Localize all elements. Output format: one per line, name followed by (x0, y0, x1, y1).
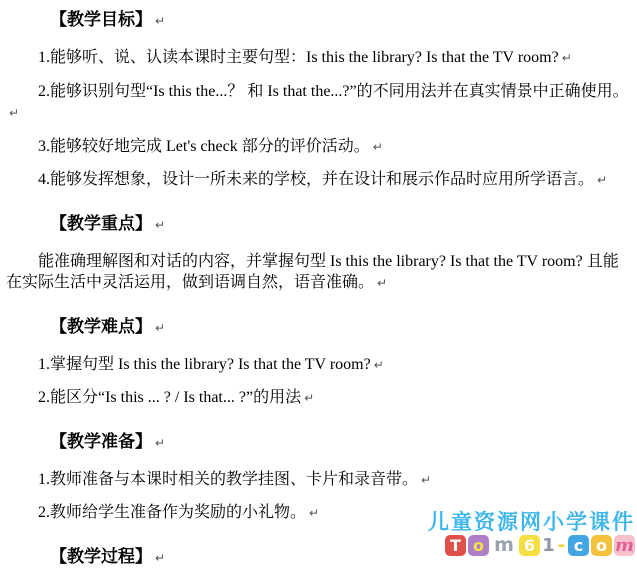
paragraph-text: 1.教师准备与本课时相关的教学挂图、卡片和录音带。 (38, 470, 419, 488)
paragraph-mark-icon: ↵ (421, 472, 432, 487)
paragraph-mark-icon: ↵ (155, 14, 166, 28)
paragraph-mark-icon: ↵ (155, 435, 166, 450)
logo-dot-separator: - (557, 534, 566, 556)
section-heading-text: 【教学目标】 (50, 10, 152, 29)
paragraph-text: 1.能够听、说、认读本课时主要句型：Is this the library? Is that the TV room? (38, 49, 559, 66)
section-heading-text: 【教学准备】 (50, 431, 152, 451)
paragraph-mark-icon: ↵ (155, 320, 166, 335)
logo-letter-t: T (445, 535, 466, 556)
paragraph (6, 469, 629, 492)
section-heading (6, 212, 629, 237)
section-heading-text: 【教学重点】 (50, 213, 152, 233)
paragraph-mark-icon: ↵ (9, 106, 20, 120)
paragraph (6, 251, 629, 295)
watermark (428, 512, 635, 556)
logo-letter-m1: m (494, 534, 514, 556)
paragraph (6, 387, 629, 410)
section-heading-text: 【教学过程】 (50, 546, 152, 566)
watermark-site-name: 儿童资源网小学课件 (428, 510, 635, 534)
paragraph-mark-icon: ↵ (155, 217, 166, 232)
section-teaching-key-points (6, 212, 629, 295)
paragraph-mark-icon: ↵ (372, 139, 383, 154)
paragraph (6, 354, 629, 377)
paragraph (6, 81, 629, 125)
paragraph-mark-icon: ↵ (561, 51, 572, 65)
section-heading (6, 8, 629, 33)
logo-letter-c: c (568, 535, 589, 556)
paragraph-mark-icon: ↵ (309, 506, 320, 520)
paragraph (6, 47, 629, 70)
paragraph-text: 2.能区分“Is this ... ? / Is that... ?”的用法 (38, 389, 302, 406)
section-heading-text: 【教学难点】 (50, 316, 152, 336)
paragraph-mark-icon: ↵ (373, 357, 384, 372)
paragraph-mark-icon: ↵ (377, 276, 388, 290)
section-teaching-goals (6, 8, 629, 192)
section-heading (6, 315, 629, 340)
logo-letter-6: 6 (519, 535, 540, 556)
paragraph-text: 3.能够较好地完成 Let's check 部分的评价活动。 (38, 137, 370, 155)
paragraph-text: 4.能够发挥想象，设计一所未来的学校，并在设计和展示作品时应用所学语言。 (38, 171, 595, 188)
paragraph (6, 136, 629, 159)
paragraph-mark-icon: ↵ (304, 391, 315, 405)
section-teaching-difficulties (6, 315, 629, 410)
paragraph-mark-icon: ↵ (597, 173, 608, 187)
watermark-logo-tom61 (428, 535, 635, 556)
logo-letter-m2: m (614, 534, 635, 556)
paragraph-text: 1.掌握句型 Is this the library? Is that the TV room? (38, 355, 371, 373)
section-heading (6, 430, 629, 455)
logo-letter-1: 1 (542, 534, 555, 556)
paragraph-text: 2.教师给学生准备作为奖励的小礼物。 (38, 504, 307, 521)
paragraph-mark-icon: ↵ (155, 550, 166, 565)
paragraph-text: 能准确理解图和对话的内容，并掌握句型 Is this the library? Is that the TV room? 且能在实际生活中灵活运用，做到语调自然，语音准确。 (6, 252, 619, 291)
logo-letter-o1: o (468, 535, 489, 556)
paragraph-text: 2.能够识别句型“Is this the...？ 和 Is that the...?”的不同用法并在真实情景中正确使用。 (38, 82, 629, 100)
logo-letter-o2: o (591, 535, 612, 556)
paragraph (6, 169, 629, 192)
